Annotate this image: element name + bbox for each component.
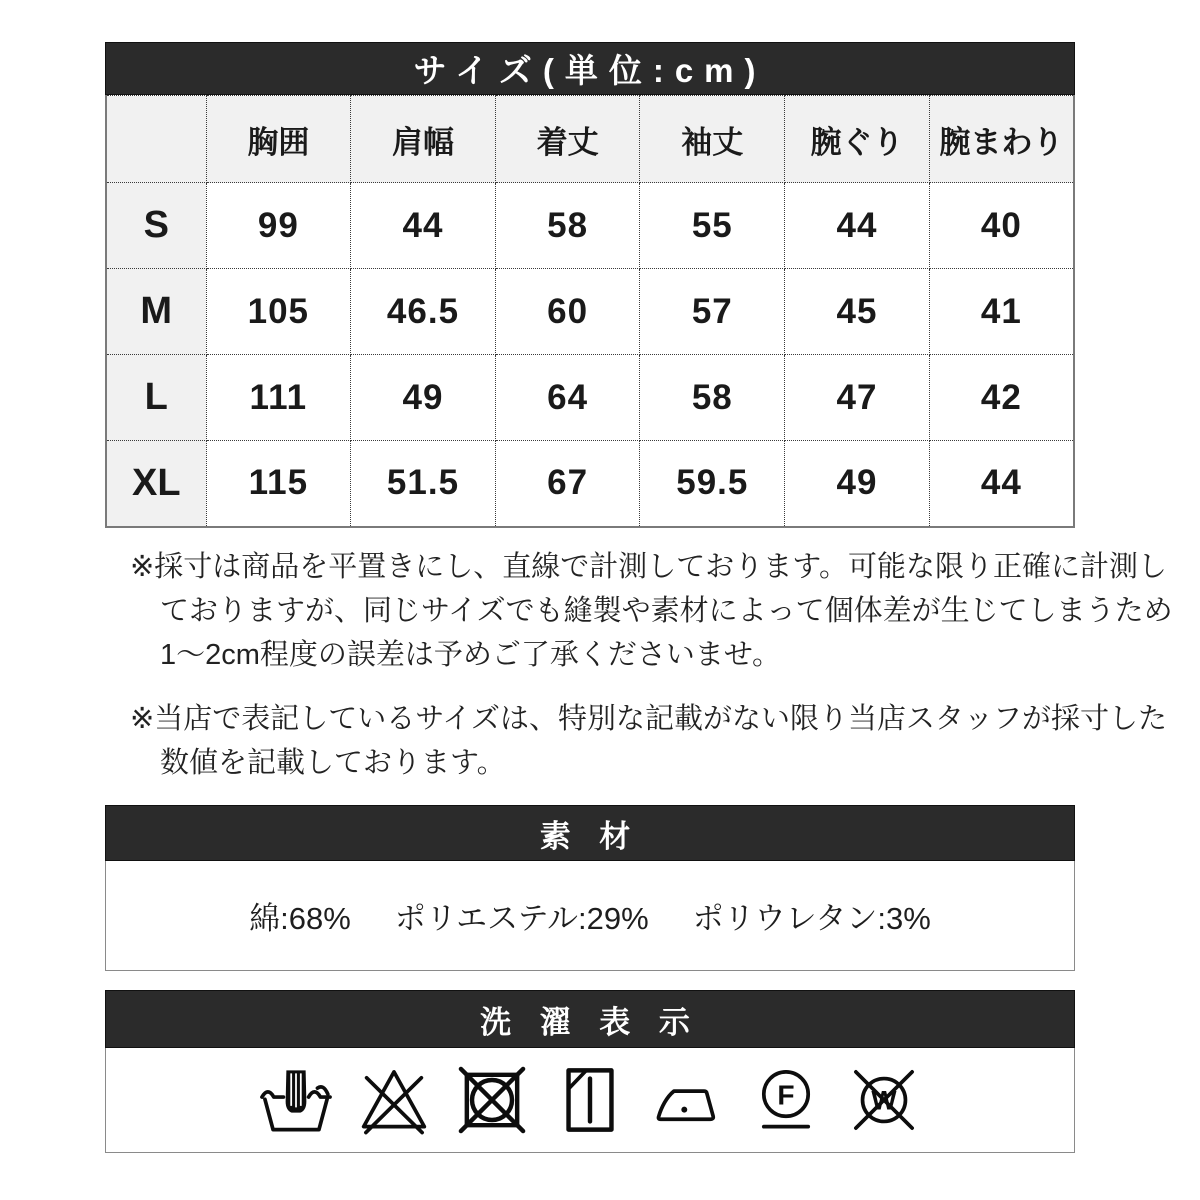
size-label-l: L — [106, 355, 206, 441]
note-line: 数値を記載しております。 — [160, 747, 506, 779]
cell-s-chest: 99 — [206, 183, 351, 269]
cell-s-arm: 40 — [929, 183, 1074, 269]
note-line: ておりますが、同じサイズでも縫製や素材によって個体差が生じてしまうため — [160, 595, 1173, 627]
measurement-note — [130, 545, 1173, 677]
cell-xl-armhole: 49 — [785, 441, 930, 527]
iron-low-heat-icon — [651, 1063, 725, 1137]
cell-m-shoulder: 46.5 — [351, 269, 496, 355]
staff-measurement-note — [130, 697, 1167, 785]
material-section-title — [105, 805, 1075, 861]
do-not-bleach-icon — [357, 1063, 431, 1137]
material-item-polyurethane: ポリウレタン:3% — [692, 901, 931, 936]
table-row-m — [106, 269, 1074, 355]
do-not-wet-clean-icon — [847, 1063, 921, 1137]
size-label-xl: XL — [106, 441, 206, 527]
cell-l-sleeve: 58 — [640, 355, 785, 441]
svg-text:F: F — [777, 1079, 795, 1111]
cell-l-armhole: 47 — [785, 355, 930, 441]
column-header-armhole: 腕ぐり — [785, 96, 930, 183]
cell-xl-length: 67 — [495, 441, 640, 527]
column-header-chest: 胸囲 — [206, 96, 351, 183]
cell-m-sleeve: 57 — [640, 269, 785, 355]
cell-s-armhole: 44 — [785, 183, 930, 269]
svg-text:W: W — [871, 1085, 897, 1116]
cell-s-shoulder: 44 — [351, 183, 496, 269]
line-dry-in-shade-icon — [553, 1063, 627, 1137]
note-line: ※当店で表記しているサイズは、特別な記載がない限り当店スタッフが採寸した — [130, 703, 1167, 735]
size-label-s: S — [106, 183, 206, 269]
note-line: ※採寸は商品を平置きにし、直線で計測しております。可能な限り正確に計測し — [130, 551, 1167, 583]
material-item-cotton: 綿:68% — [249, 901, 351, 936]
cell-m-chest: 105 — [206, 269, 351, 355]
cell-xl-shoulder: 51.5 — [351, 441, 496, 527]
material-section-title-label: 素 材 — [539, 818, 641, 854]
cell-l-length: 64 — [495, 355, 640, 441]
laundry-section-title — [105, 990, 1075, 1048]
size-table — [105, 95, 1075, 528]
size-table-header-row — [106, 96, 1074, 183]
cell-m-armhole: 45 — [785, 269, 930, 355]
cell-l-arm: 42 — [929, 355, 1074, 441]
table-row-s — [106, 183, 1074, 269]
laundry-section-title-label: 洗 濯 表 示 — [480, 1004, 700, 1040]
corner-cell — [106, 96, 206, 183]
cell-s-length: 58 — [495, 183, 640, 269]
table-row-l — [106, 355, 1074, 441]
cell-m-arm: 41 — [929, 269, 1074, 355]
do-not-tumble-dry-icon — [455, 1063, 529, 1137]
material-item-polyester: ポリエステル:29% — [394, 901, 649, 936]
laundry-symbols-row — [105, 1048, 1075, 1153]
cell-xl-sleeve: 59.5 — [640, 441, 785, 527]
note-line: 1〜2cm程度の誤差は予めご了承くださいませ。 — [160, 639, 782, 671]
cell-xl-chest: 115 — [206, 441, 351, 527]
material-composition — [105, 861, 1075, 971]
dry-clean-petroleum-icon — [749, 1063, 823, 1137]
cell-l-chest: 111 — [206, 355, 351, 441]
cell-m-length: 60 — [495, 269, 640, 355]
size-section-title — [105, 42, 1075, 95]
column-header-length: 着丈 — [495, 96, 640, 183]
size-section-title-label: サイズ(単位:cm) — [413, 52, 767, 89]
column-header-sleeve: 袖丈 — [640, 96, 785, 183]
column-header-arm-circumference: 腕まわり — [929, 96, 1074, 183]
cell-l-shoulder: 49 — [351, 355, 496, 441]
hand-wash-icon — [259, 1063, 333, 1137]
table-row-xl — [106, 441, 1074, 527]
size-label-m: M — [106, 269, 206, 355]
cell-s-sleeve: 55 — [640, 183, 785, 269]
cell-xl-arm: 44 — [929, 441, 1074, 527]
column-header-shoulder: 肩幅 — [351, 96, 496, 183]
